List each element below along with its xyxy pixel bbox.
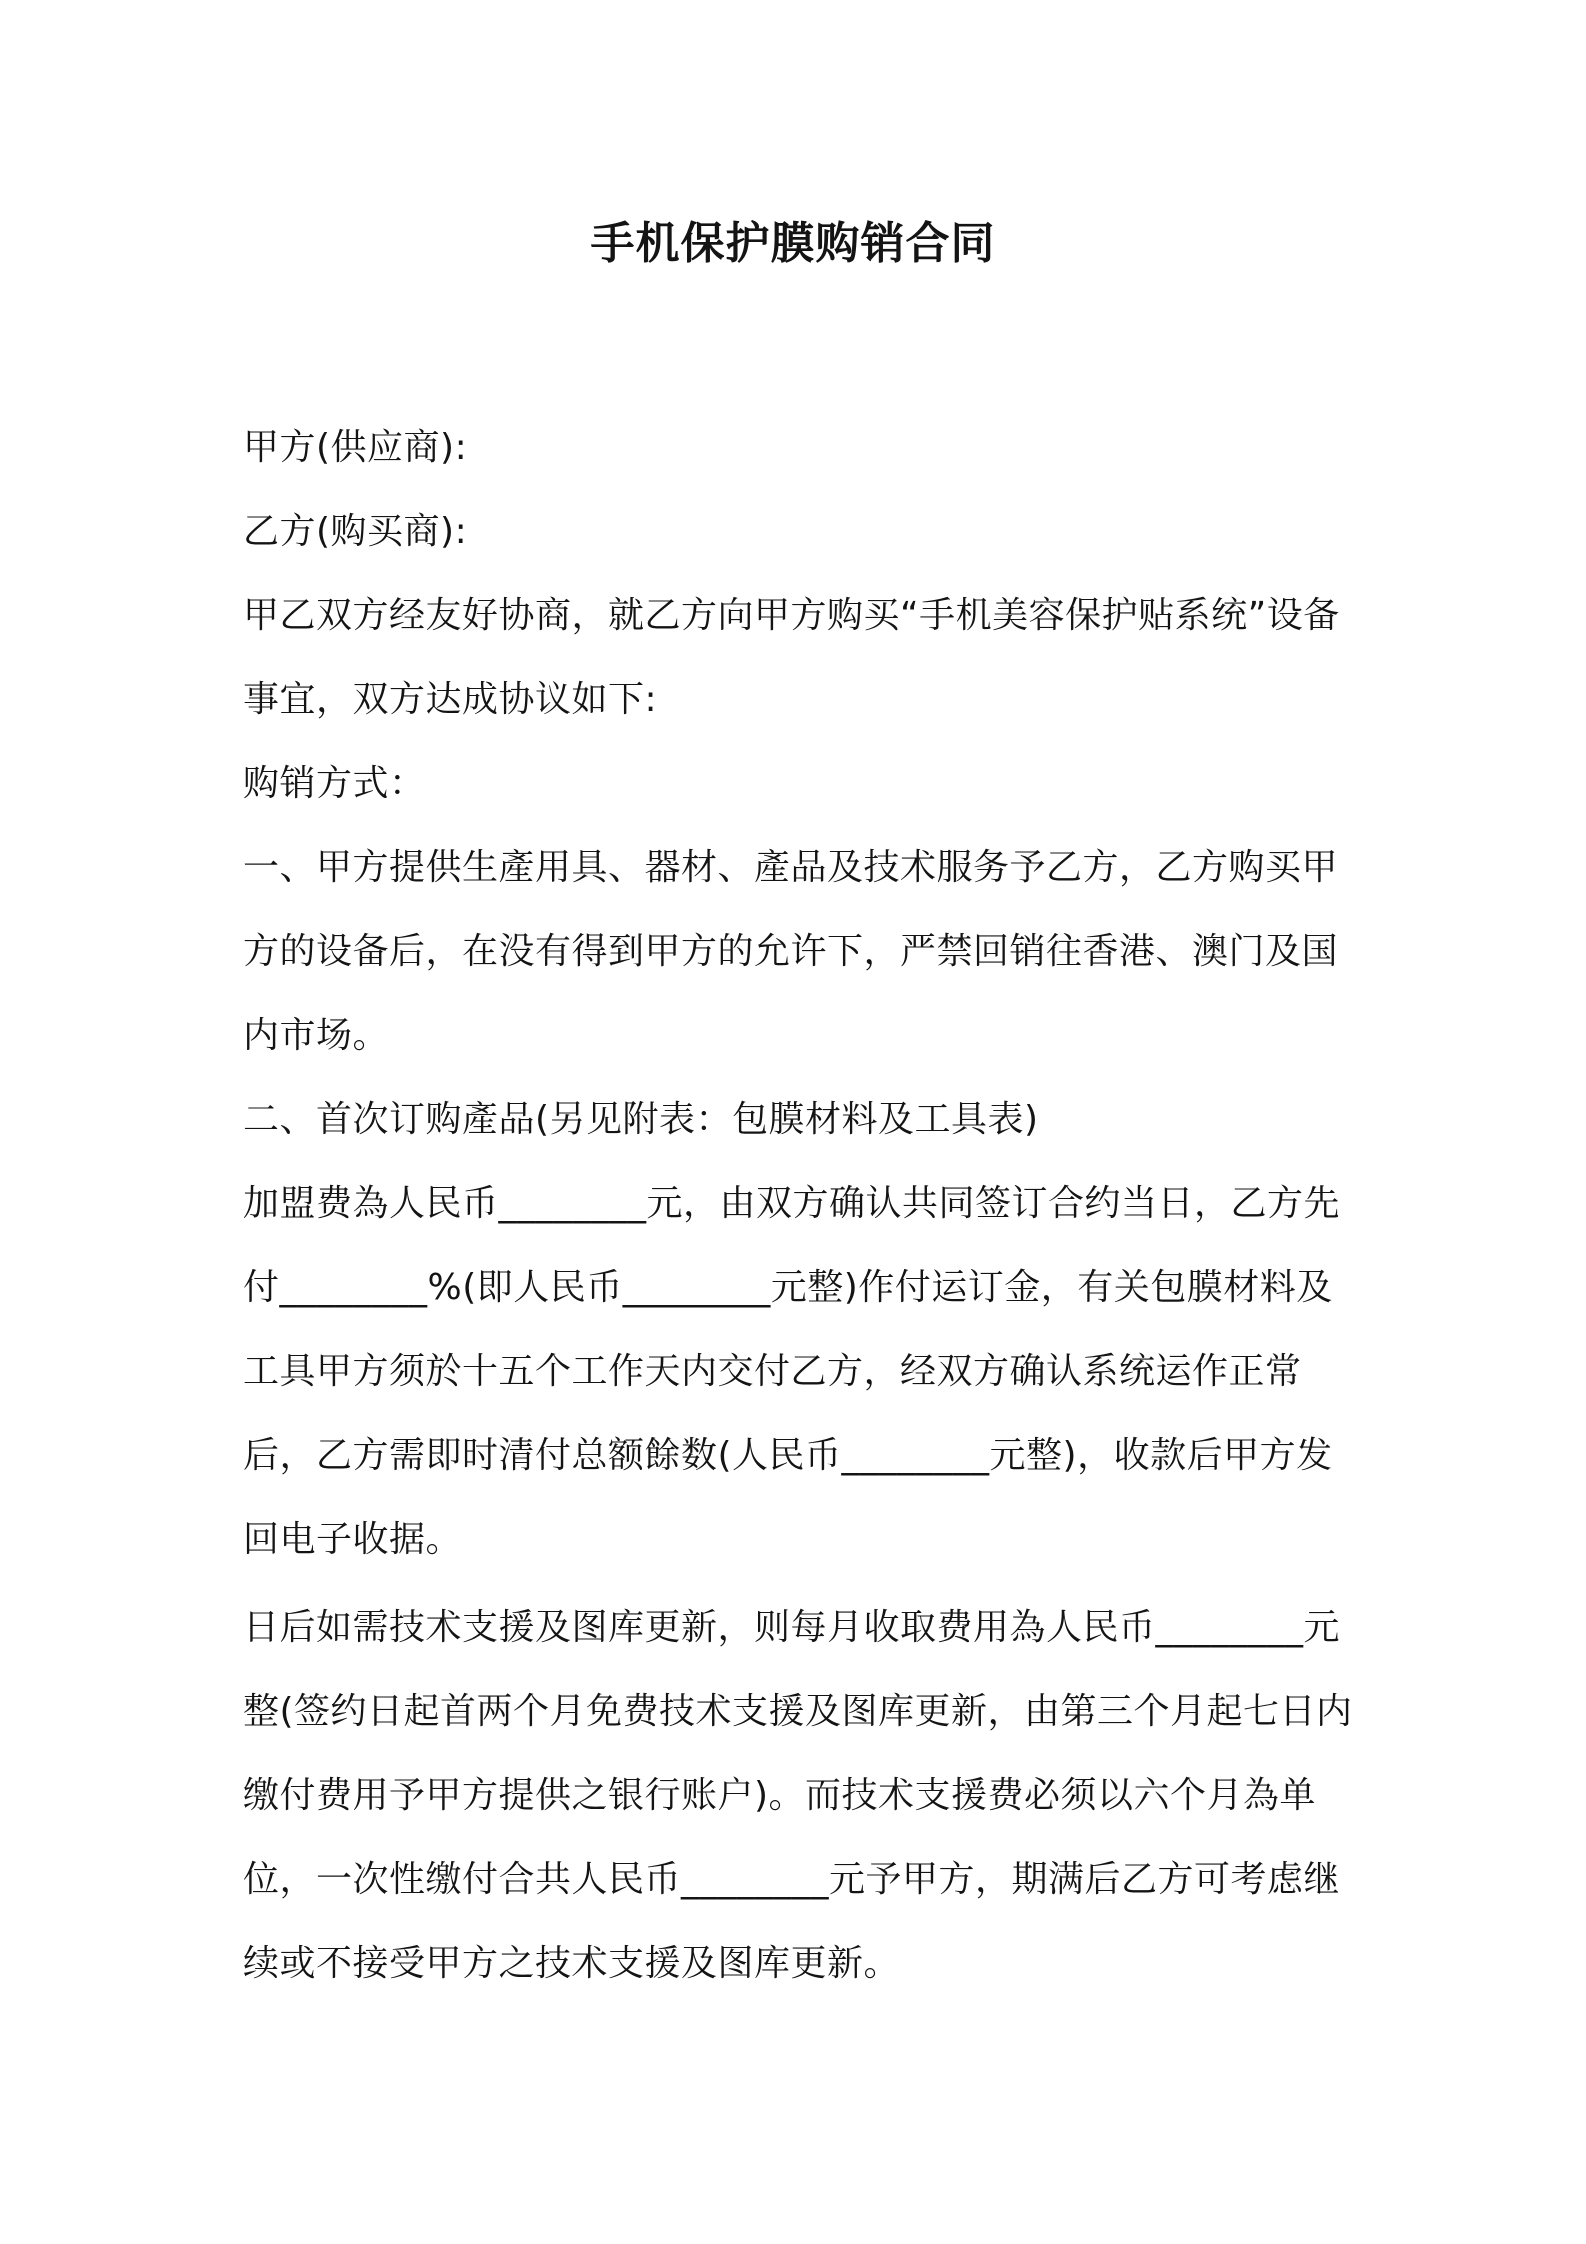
party-b-line: 乙方(购买商): [243,511,468,552]
document-body [243,406,1358,2006]
technical-support-paragraph: 日后如需技术支援及图库更新，则每月收取费用為人民币________元整(签约日起首两个月免费技术支援及图库更新，由第三个月起七日内缴付费用予甲方提供之银行账户)。而技术支援费必须以六个月為单位，一次性缴付合共人民币________元予甲方，期满后乙方可考虑继续或不接受甲方之技术支援及图库更新。 [243,1607,1353,1984]
agreement-intro-paragraph: 甲乙双方经友好协商，就乙方向甲方购买“手机美容保护贴系统”设备事宜，双方达成协议如下: [243,595,1340,720]
party-a-line: 甲方(供应商): [243,427,468,468]
purchase-method-heading: 购销方式： [243,763,426,804]
franchise-fee-paragraph: 加盟费為人民币________元，由双方确认共同签订合约当日，乙方先付________%(即人民币________元整)作付运订金，有关包膜材料及工具甲方须於十五个工作天内交付乙方，经双方确认系统运作正常后，乙方需即时清付总额餘数(人民币________元整)，收款后甲方发回电子收据。 [243,1183,1341,1560]
clause-two-heading: 二、首次订购產品(另见附表：包膜材料及工具表) [243,1099,1039,1140]
document-title: 手机保护膜购销合同 [590,218,996,269]
clause-one-paragraph: 一、甲方提供生產用具、器材、產品及技术服务予乙方，乙方购买甲方的设备后，在没有得到甲方的允许下，严禁回销往香港、澳门及国内市场。 [243,847,1339,1056]
